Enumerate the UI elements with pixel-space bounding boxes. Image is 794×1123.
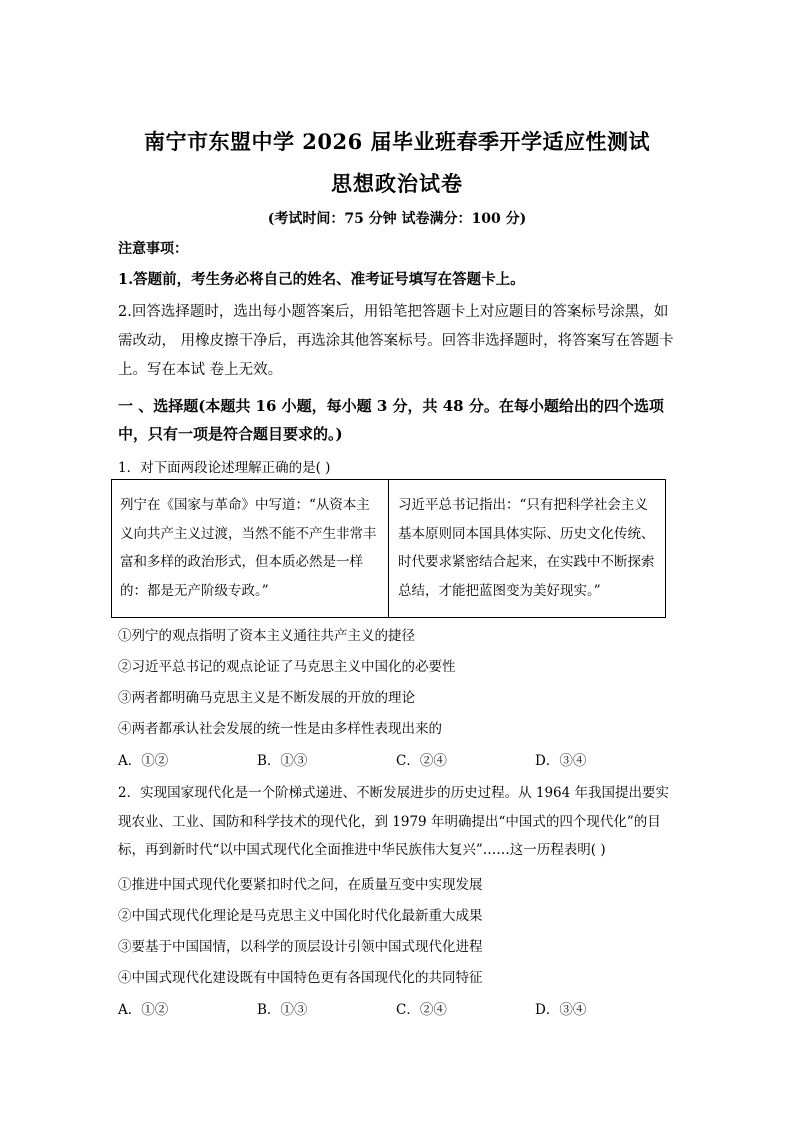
q1-choice-d[interactable]: D．③④ — [535, 753, 587, 769]
q2-option-2: ②中国式现代化理论是马克思主义中国化时代化最新重大成果 — [118, 908, 483, 924]
q2-choice-b[interactable]: B．①③ — [257, 1002, 308, 1018]
q2-choice-a[interactable]: A．①② — [118, 1002, 169, 1018]
note-item-1: 1.答题前，考生务必将自己的姓名、准考证号填写在答题卡上。 — [118, 271, 525, 288]
q1-option-1: ①列宁的观点指明了资本主义通往共产主义的捷径 — [118, 628, 415, 644]
q1-option-3: ③两者都明确马克思主义是不断发展的开放的理论 — [118, 690, 415, 706]
exam-subject: 思想政治试卷 — [331, 171, 463, 196]
exam-title: 南宁市东盟中学 2026 届毕业班春季开学适应性测试 — [143, 129, 651, 154]
question-1-stem: 1．对下面两段论述理解正确的是( ) — [118, 460, 331, 476]
quote-divider — [388, 480, 389, 617]
q1-option-2: ②习近平总书记的观点论证了马克思主义中国化的必要性 — [118, 659, 456, 675]
q2-option-3: ③要基于中国国情，以科学的顶层设计引领中国式现代化进程 — [118, 939, 483, 955]
q2-choice-d[interactable]: D．③④ — [535, 1002, 587, 1018]
quote-xi: 习近平总书记指出：“只有把科学社会主义基本原则同本国具体实际、历史文化传统、时代要求紧密结合起来，在实践中不断探索总结，才能把蓝图变为美好现实。” — [398, 497, 655, 599]
quote-lenin: 列宁在《国家与革命》中写道：“从资本主义向共产主义过渡，当然不能不产生非常丰富和多样的政治形式，但本质必然是一样的：都是无产阶级专政。” — [120, 497, 377, 599]
q1-option-4: ④两者都承认社会发展的统一性是由多样性表现出来的 — [118, 721, 442, 737]
section-heading: 一 、选择题(本题共 16 小题，每小题 3 分，共 48 分。在每小题给出的四个选项中，只有一项是符合题目要求的。) — [118, 397, 664, 443]
exam-meta: (考试时间：75 分钟 试卷满分：100 分) — [267, 211, 527, 227]
q2-option-1: ①推进中国式现代化要紧扣时代之问，在质量互变中实现发展 — [118, 877, 483, 893]
note-item-2: 2.回答选择题时，选出每小题答案后，用铅笔把答题卡上对应题目的答案标号涂黑，如需改动， 用橡皮擦干净后，再选涂其他答案标号。回答非选择题时，将答案写在答题卡上。写在本试 卷上无效。 — [118, 304, 674, 378]
q1-choice-c[interactable]: C．②④ — [396, 753, 447, 769]
q2-choice-c[interactable]: C．②④ — [396, 1002, 447, 1018]
question-2-stem: 2．实现国家现代化是一个阶梯式递进、不断发展进步的历史过程。从 1964 年我国提出要实现农业、工业、国防和科学技术的现代化，到 1979 年明确提出“中国式的四个现代化”的目标，再到新时代“以中国式现代化全面推进中华民族伟大复兴”……这一历程表明( ) — [118, 785, 670, 858]
quote-table — [111, 479, 666, 618]
q1-choice-a[interactable]: A．①② — [118, 753, 169, 769]
notes-title: 注意事项： — [118, 241, 188, 257]
q2-option-4: ④中国式现代化建设既有中国特色更有各国现代化的共同特征 — [118, 970, 483, 986]
q1-choice-b[interactable]: B．①③ — [257, 753, 308, 769]
